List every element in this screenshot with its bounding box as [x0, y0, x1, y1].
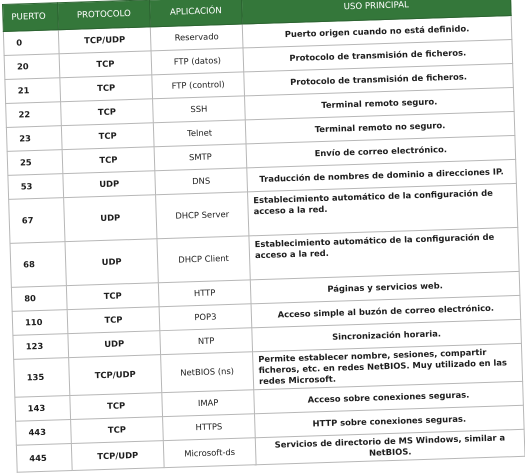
cell-protocol: UDP: [64, 195, 157, 242]
header-port: PUERTO: [3, 3, 59, 32]
cell-use: Traducción de nombres de dominio a direcciones IP.: [247, 159, 517, 191]
cell-port: 0: [3, 30, 59, 56]
cell-port: 23: [6, 126, 62, 152]
cell-protocol: TCP: [61, 123, 154, 150]
cell-application: Telnet: [153, 120, 246, 147]
cell-use: Establecimiento automático de la configuración de acceso a la red.: [249, 227, 519, 279]
cell-application: Reservado: [150, 24, 243, 51]
cell-port: 143: [15, 396, 71, 422]
cell-application: FTP (datos): [151, 48, 244, 75]
cell-port: 25: [7, 150, 63, 176]
cell-application: SMTP: [154, 144, 247, 171]
cell-application: POP3: [159, 304, 252, 331]
cell-application: NetBIOS (ns): [161, 352, 254, 393]
cell-use: Acceso sobre conexiones seguras.: [254, 381, 524, 413]
cell-application: DNS: [155, 168, 248, 195]
ports-table-sheet: [2, 0, 524, 473]
ports-table: [2, 0, 525, 473]
header-main-use: USO PRINCIPAL: [241, 0, 511, 24]
cell-port: 80: [11, 286, 67, 312]
cell-protocol: TCP: [60, 75, 153, 102]
cell-use: Terminal remoto no seguro.: [245, 111, 515, 143]
cell-protocol: TCP: [59, 51, 152, 78]
cell-application: IMAP: [162, 390, 255, 417]
cell-application: NTP: [160, 328, 253, 355]
header-application: APLICACIÓN: [149, 0, 242, 27]
cell-use: Permite establecer nombre, sesiones, compartir ficheros, etc. en redes NetBIOS. Muy utilizado en las redes Microsoft.: [253, 343, 523, 389]
cell-port: 110: [12, 310, 68, 336]
cell-application: SSH: [153, 96, 246, 123]
cell-protocol: TCP: [67, 307, 160, 334]
cell-port: 20: [4, 54, 60, 80]
cell-port: 68: [10, 242, 66, 288]
cell-protocol: UDP: [68, 331, 161, 358]
cell-use: Terminal remoto seguro.: [245, 87, 515, 119]
cell-port: 53: [8, 174, 64, 200]
cell-protocol: UDP: [65, 239, 158, 286]
cell-port: 135: [14, 358, 70, 398]
cell-protocol: TCP: [61, 99, 154, 126]
cell-use: Protocolo de transmisión de ficheros.: [244, 63, 514, 95]
cell-protocol: TCP: [62, 147, 155, 174]
cell-use: Establecimiento automático de la configuración de acceso a la red.: [248, 183, 518, 235]
cell-port: 123: [13, 334, 69, 360]
cell-use: Puerto origen cuando no está definido.: [242, 16, 512, 48]
cell-port: 445: [16, 444, 72, 473]
cell-protocol: TCP: [70, 393, 163, 420]
cell-protocol: TCP/UDP: [71, 441, 164, 471]
cell-port: 21: [5, 78, 61, 104]
cell-application: HTTP: [158, 280, 251, 307]
header-protocol: PROTOCOLO: [57, 0, 150, 30]
cell-port: 67: [9, 198, 65, 244]
cell-use: Servicios de directorio de MS Windows, similar a NetBIOS.: [255, 429, 525, 464]
cell-application: Microsoft-ds: [163, 438, 256, 468]
cell-application: HTTPS: [163, 414, 256, 441]
cell-use: Sincronización horaria.: [252, 319, 522, 351]
cell-use: Páginas y servicios web.: [250, 271, 520, 303]
cell-use: Acceso simple al buzón de correo electrónico.: [251, 295, 521, 327]
cell-use: HTTP sobre conexiones seguras.: [254, 405, 524, 437]
cell-use: Protocolo de transmisión de ficheros.: [243, 40, 513, 72]
cell-application: FTP (control): [152, 72, 245, 99]
cell-protocol: TCP/UDP: [69, 355, 162, 396]
cell-protocol: TCP/UDP: [58, 27, 151, 54]
cell-protocol: TCP: [66, 283, 159, 310]
cell-application: DHCP Server: [156, 192, 249, 239]
cell-protocol: UDP: [63, 171, 156, 198]
cell-use: Envío de correo electrónico.: [246, 135, 516, 167]
cell-port: 443: [16, 420, 72, 446]
cell-port: 22: [6, 102, 62, 128]
cell-protocol: TCP: [71, 417, 164, 444]
cell-application: DHCP Client: [157, 236, 250, 283]
